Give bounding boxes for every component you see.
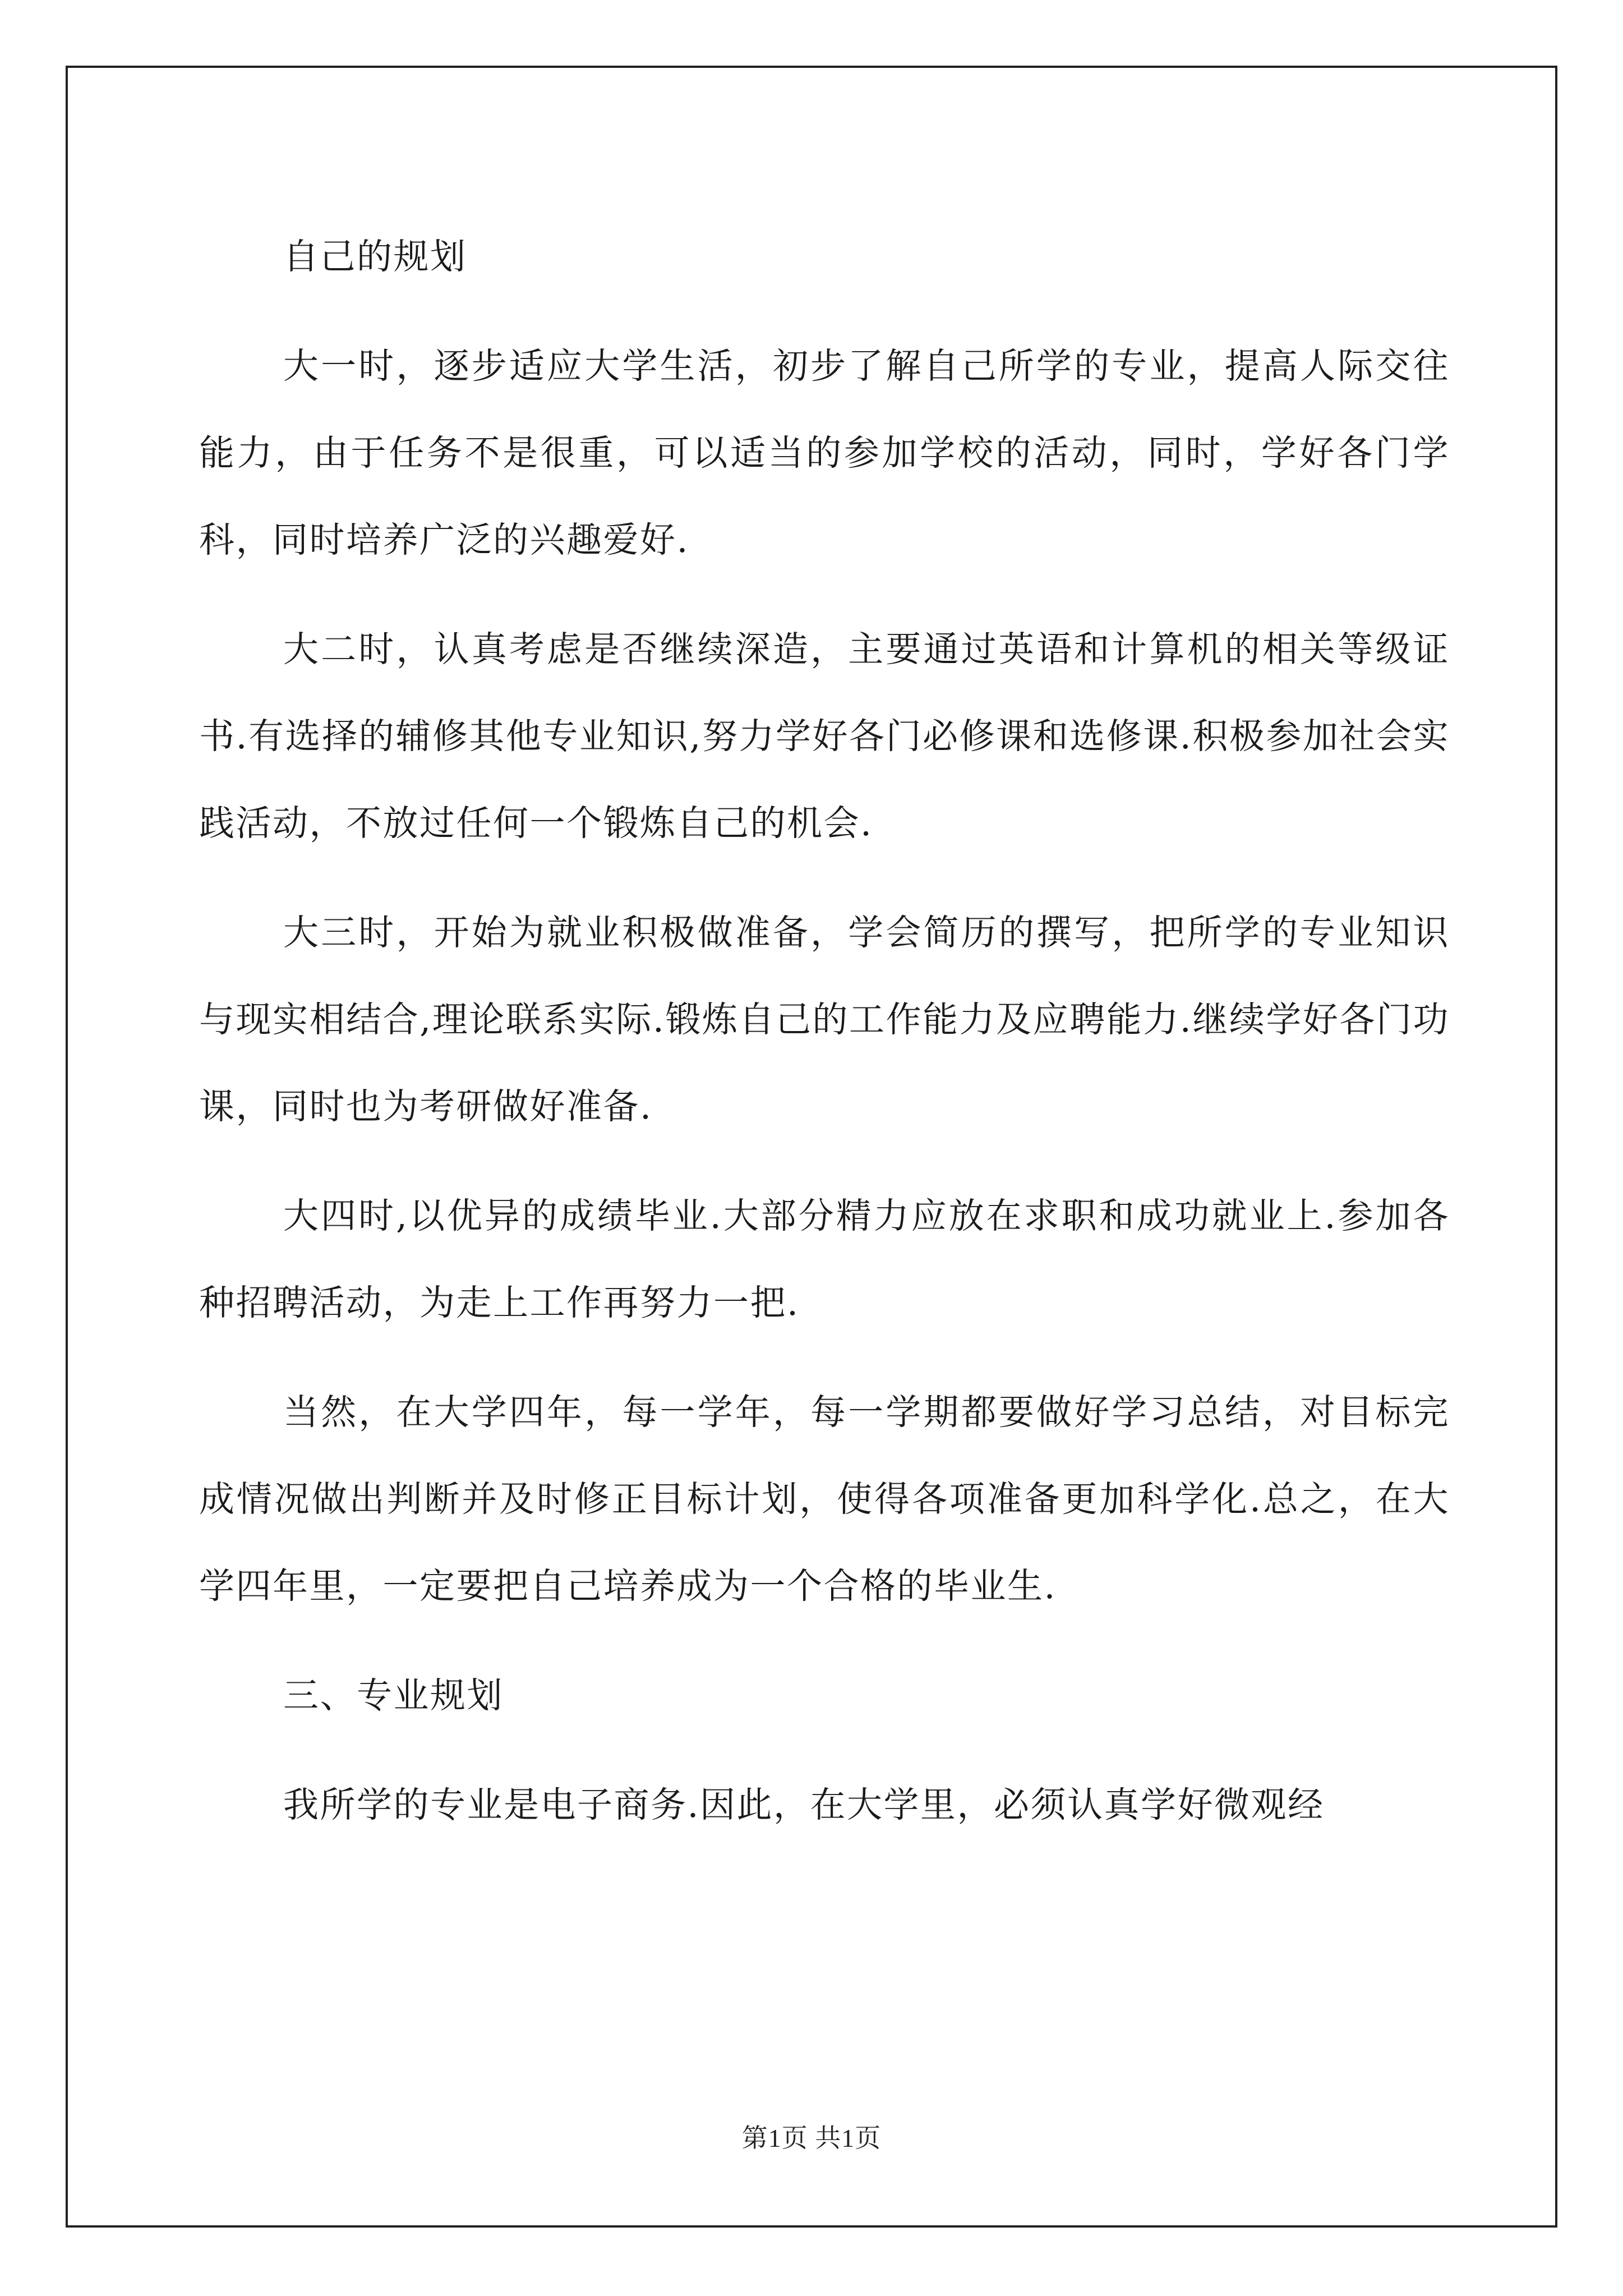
page-number-footer: 第1页 共1页 bbox=[741, 2124, 882, 2152]
paragraph-heading-own-plan: 自己的规划 bbox=[283, 236, 467, 277]
paragraph-year-two: 大二时，认真考虑是否继续深造，主要通过英语和计算机的相关等级证书.有选择的辅修其他专业知识,努力学好各门必修课和选修课.积极参加社会实践活动，不放过任何一个锻炼自己的机会. bbox=[199, 629, 1450, 844]
paragraph-year-four: 大四时,以优异的成绩毕业.大部分精力应放在求职和成功就业上.参加各种招聘活动，为走上工作再努力一把. bbox=[199, 1195, 1450, 1323]
paragraph-year-three: 大三时，开始为就业积极做准备，学会简历的撰写，把所学的专业知识与现实相结合,理论联系实际.锻炼自己的工作能力及应聘能力.继续学好各门功课，同时也为考研做好准备. bbox=[199, 912, 1450, 1127]
paragraph-year-one: 大一时，逐步适应大学生活，初步了解自己所学的专业，提高人际交往能力，由于任务不是很重，可以适当的参加学校的活动，同时，学好各门学科，同时培养广泛的兴趣爱好. bbox=[199, 346, 1450, 560]
document-body bbox=[199, 213, 1450, 1871]
paragraph-summary: 当然，在大学四年，每一学年，每一学期都要做好学习总结，对目标完成情况做出判断并及时修正目标计划，使得各项准备更加科学化.总之，在大学四年里，一定要把自己培养成为一个合格的毕业生. bbox=[199, 1392, 1450, 1607]
paragraph-major-intro: 我所学的专业是电子商务.因此，在大学里，必须认真学好微观经 bbox=[283, 1784, 1325, 1825]
section-heading-major-plan: 三、专业规划 bbox=[283, 1675, 504, 1716]
